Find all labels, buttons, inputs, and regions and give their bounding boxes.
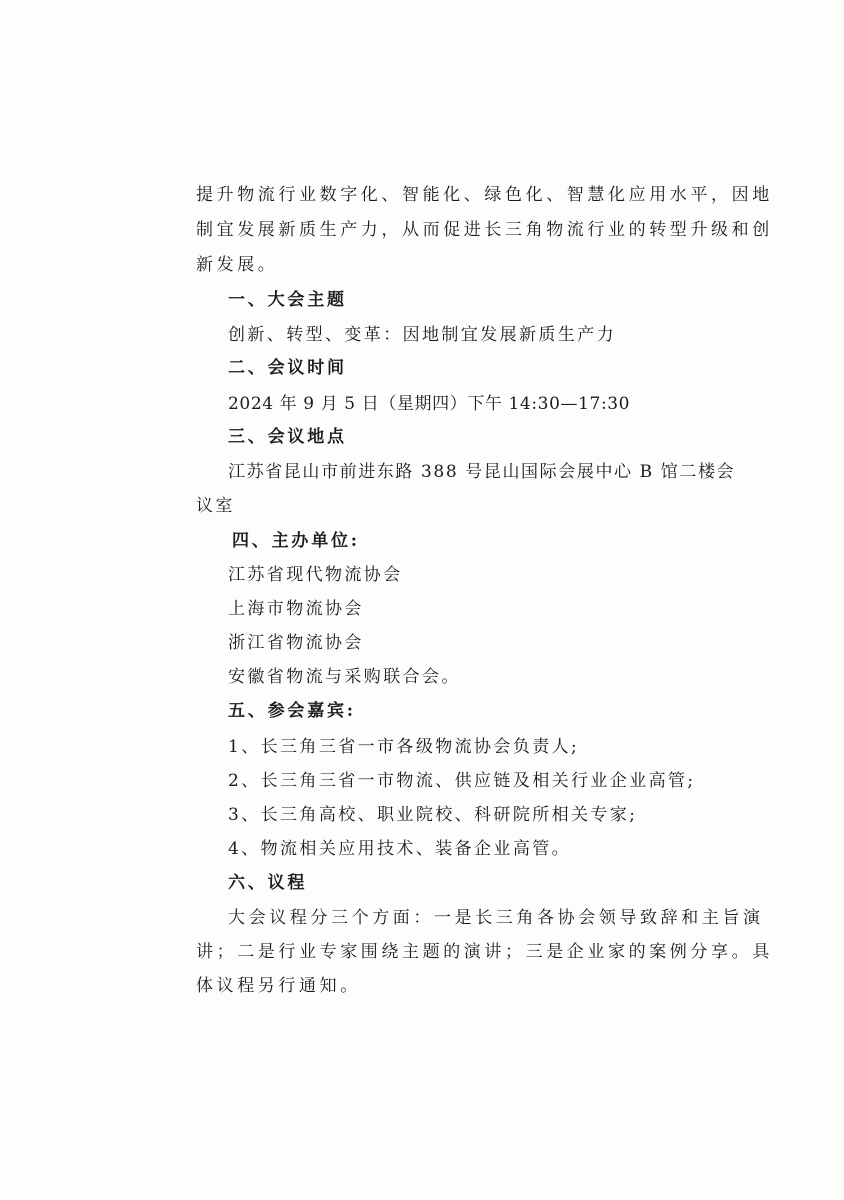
section-1-heading: 一、大会主题: [228, 290, 347, 310]
organizer-item: 上海市物流协会: [228, 599, 364, 619]
intro-line-1: 提升物流行业数字化、智能化、绿色化、智慧化应用水平，因地: [196, 185, 773, 205]
section-5-heading: 五、参会嘉宾:: [228, 701, 356, 721]
section-2-heading: 二、会议时间: [228, 358, 347, 378]
section-6-heading: 六、议程: [228, 873, 308, 893]
organizer-item: 江苏省现代物流协会: [228, 565, 403, 585]
section-3-heading: 三、会议地点: [228, 427, 347, 447]
guest-item: 4、物流相关应用技术、装备企业高管。: [228, 839, 572, 859]
organizer-item: 浙江省物流协会: [228, 633, 364, 653]
intro-line-3: 新发展。: [196, 255, 279, 275]
guest-item: 2、长三角三省一市物流、供应链及相关行业企业高管;: [228, 771, 696, 791]
guest-item: 3、长三角高校、职业院校、科研院所相关专家;: [228, 805, 638, 825]
section-4-heading: 四、主办单位:: [232, 531, 360, 551]
agenda-line-2: 讲；二是行业专家围绕主题的演讲；三是企业家的案例分享。具: [196, 942, 773, 962]
section-3-body-line-1: 江苏省昆山市前进东路 388 号昆山国际会展中心 B 馆二楼会: [228, 462, 736, 482]
guest-item: 1、长三角三省一市各级物流协会负责人;: [228, 737, 580, 757]
section-2-body: 2024 年 9 月 5 日（星期四）下午 14:30—17:30: [228, 394, 631, 414]
section-1-body: 创新、转型、变革：因地制宜发展新质生产力: [228, 325, 616, 345]
intro-line-2: 制宜发展新质生产力，从而促进长三角物流行业的转型升级和创: [196, 220, 773, 240]
agenda-line-3: 体议程另行通知。: [196, 976, 361, 996]
organizer-item: 安徽省物流与采购联合会。: [228, 667, 461, 687]
section-3-body-line-2: 议室: [196, 496, 235, 516]
agenda-line-1: 大会议程分三个方面：一是长三角各协会领导致辞和主旨演: [228, 908, 764, 928]
